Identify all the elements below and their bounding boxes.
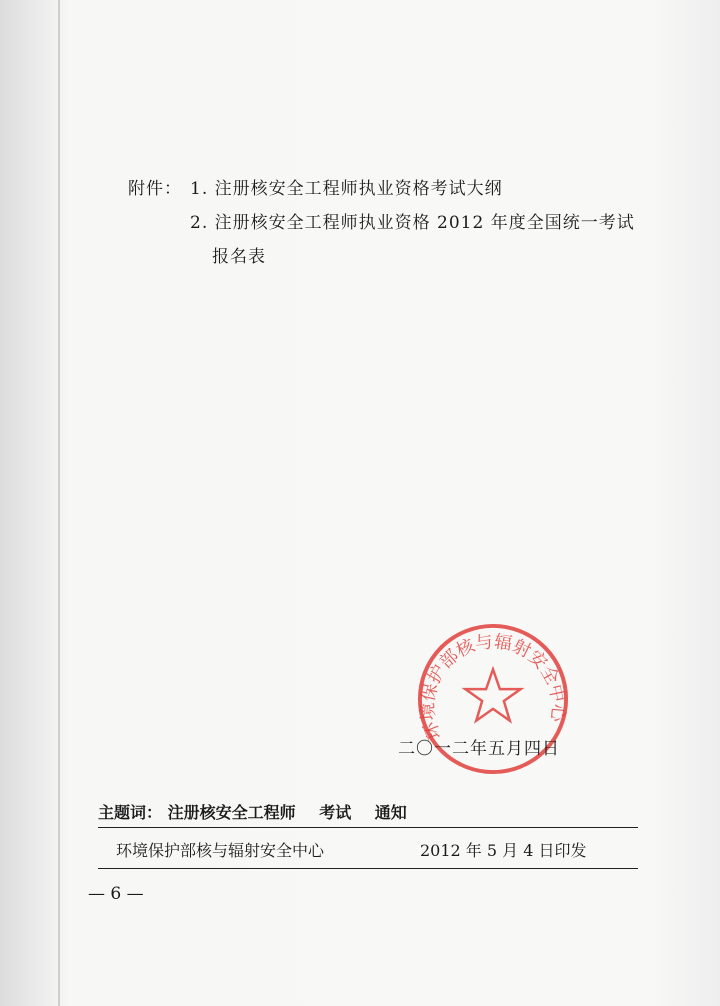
divider-top xyxy=(98,827,638,828)
keyword: 考试 xyxy=(319,803,352,822)
attachment-item-2-continued: 报名表 xyxy=(212,247,266,267)
seal-text: 环境保护部核与辐射安全中心 xyxy=(418,632,568,743)
star-icon xyxy=(465,669,520,720)
subject-label: 主题词： xyxy=(98,803,163,822)
subject-keywords xyxy=(98,800,425,823)
binding-edge xyxy=(58,0,60,1006)
attachments-label: 附件： xyxy=(128,179,182,199)
attachment-item-2: 2. 注册核安全工程师执业资格 2012 年度全国统一考试 xyxy=(190,213,635,233)
keyword: 注册核安全工程师 xyxy=(167,803,296,822)
page-number: — 6 — xyxy=(88,884,144,904)
divider-bottom xyxy=(98,868,638,869)
issue-date: 2012 年 5 月 4 日印发 xyxy=(420,841,587,860)
signature-date: 二〇一二年五月四日 xyxy=(398,739,560,759)
issuer-name: 环境保护部核与辐射安全中心 xyxy=(116,841,325,860)
attachment-item-1: 1. 注册核安全工程师执业资格考试大纲 xyxy=(190,179,503,199)
keyword: 通知 xyxy=(374,803,407,822)
